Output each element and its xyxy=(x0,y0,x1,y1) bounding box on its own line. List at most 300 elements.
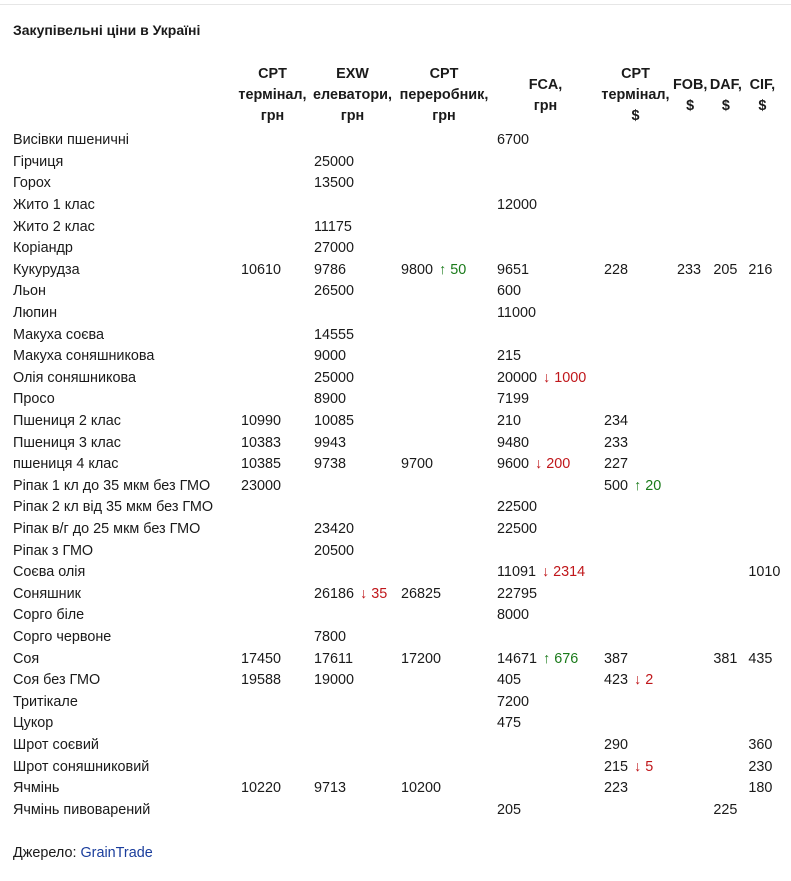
commodity-name: Шрот соєвий xyxy=(13,736,99,753)
price-cell xyxy=(396,497,492,519)
price-cell xyxy=(396,583,492,605)
price-cell xyxy=(599,411,672,433)
commodity-name: Тритікале xyxy=(13,693,78,710)
header-line: CPT xyxy=(258,66,287,82)
header-line: EXW xyxy=(336,66,369,82)
price-cell xyxy=(672,324,708,346)
price-cell xyxy=(396,713,492,735)
price-value: 19588 xyxy=(241,672,282,689)
table-row xyxy=(8,778,781,800)
price-value: 234 xyxy=(604,413,629,430)
price-cell xyxy=(492,260,599,282)
price-cell xyxy=(599,691,672,713)
price-cell xyxy=(599,432,672,454)
price-cell xyxy=(309,735,396,757)
price-cell xyxy=(708,583,743,605)
price-cell xyxy=(672,195,708,217)
price-cell xyxy=(708,778,743,800)
price-cell xyxy=(672,238,708,260)
price-value: 423 xyxy=(604,672,629,689)
price-cell xyxy=(743,411,781,433)
header-line: $ xyxy=(631,108,640,124)
source-label: Джерело: xyxy=(13,845,77,861)
price-cell xyxy=(396,173,492,195)
price-cell xyxy=(672,368,708,390)
price-cell xyxy=(236,281,309,303)
price-cell xyxy=(309,713,396,735)
price-cell xyxy=(492,454,599,476)
table-row xyxy=(8,260,781,282)
price-cell xyxy=(708,648,743,670)
price-cell xyxy=(672,411,708,433)
price-value: 23420 xyxy=(314,520,355,537)
price-cell xyxy=(743,562,781,584)
commodity-name: Жито 2 клас xyxy=(13,218,95,235)
price-cell xyxy=(309,540,396,562)
price-value: 22795 xyxy=(497,585,538,602)
price-value: 12000 xyxy=(497,197,538,214)
price-value: 11175 xyxy=(314,218,352,235)
source-link[interactable]: GrainTrade xyxy=(80,845,153,861)
price-cell xyxy=(672,562,708,584)
price-change-down xyxy=(634,672,653,688)
price-change-value: 20 xyxy=(645,477,662,494)
price-cell xyxy=(743,691,781,713)
price-cell xyxy=(599,238,672,260)
price-cell xyxy=(708,562,743,584)
price-cell xyxy=(309,778,396,800)
price-cell xyxy=(672,260,708,282)
table-row xyxy=(8,454,781,476)
price-value: 215 xyxy=(497,348,522,365)
price-cell xyxy=(672,627,708,649)
price-cell xyxy=(309,346,396,368)
price-cell xyxy=(492,238,599,260)
price-value: 22500 xyxy=(497,499,538,516)
price-cell xyxy=(236,605,309,627)
price-cell xyxy=(236,476,309,498)
price-cell xyxy=(708,130,743,152)
price-value: 10990 xyxy=(241,413,282,430)
header-line: грн xyxy=(432,108,456,124)
commodity-name: Сорго червоне xyxy=(13,628,112,645)
table-row xyxy=(8,540,781,562)
price-value: 7199 xyxy=(497,391,530,408)
price-cell xyxy=(236,303,309,325)
price-value: 17450 xyxy=(241,650,282,667)
price-value: 216 xyxy=(748,261,773,278)
price-cell xyxy=(708,152,743,174)
price-cell xyxy=(236,583,309,605)
commodity-name: Коріандр xyxy=(13,240,73,257)
price-cell xyxy=(396,389,492,411)
price-cell xyxy=(743,648,781,670)
price-cell xyxy=(309,130,396,152)
price-cell xyxy=(492,627,599,649)
price-cell xyxy=(672,497,708,519)
arrow-down-icon: ↓ xyxy=(541,564,550,581)
arrow-up-icon: ↑ xyxy=(634,477,642,494)
prices-table xyxy=(8,64,781,821)
price-cell xyxy=(396,799,492,821)
price-value: 26186 xyxy=(314,585,355,602)
header-line: CPT xyxy=(429,66,459,82)
price-cell xyxy=(309,173,396,195)
price-value: 11000 xyxy=(497,305,536,322)
price-cell xyxy=(743,583,781,605)
price-value: 20500 xyxy=(314,542,355,559)
price-cell xyxy=(743,389,781,411)
price-cell xyxy=(708,497,743,519)
commodity-name: Соєва олія xyxy=(13,564,86,581)
price-cell xyxy=(236,778,309,800)
header-line: грн xyxy=(340,108,365,124)
commodity-name: Ячмінь пивоварений xyxy=(13,801,151,818)
price-change-down xyxy=(634,759,653,775)
price-cell xyxy=(599,583,672,605)
commodity-name: Соняшник xyxy=(13,585,81,602)
price-cell xyxy=(672,799,708,821)
price-cell xyxy=(396,756,492,778)
price-cell xyxy=(743,778,781,800)
price-cell xyxy=(492,281,599,303)
price-cell xyxy=(396,411,492,433)
price-cell xyxy=(599,778,672,800)
price-cell xyxy=(743,303,781,325)
price-cell xyxy=(672,735,708,757)
price-cell xyxy=(492,432,599,454)
price-cell xyxy=(236,454,309,476)
price-value: 233 xyxy=(604,434,629,451)
price-cell xyxy=(672,130,708,152)
price-cell xyxy=(708,260,743,282)
price-cell xyxy=(743,238,781,260)
price-change-up xyxy=(543,651,578,667)
price-change-value: 5 xyxy=(645,758,654,775)
price-change-value: 1000 xyxy=(554,369,587,386)
price-value: 6700 xyxy=(497,132,530,149)
price-cell xyxy=(708,519,743,541)
price-cell xyxy=(672,303,708,325)
price-cell xyxy=(708,281,743,303)
price-cell xyxy=(396,216,492,238)
price-cell xyxy=(672,281,708,303)
price-cell xyxy=(743,368,781,390)
price-value: 9480 xyxy=(497,434,530,451)
commodity-name: Ячмінь xyxy=(13,780,60,797)
price-cell xyxy=(743,152,781,174)
price-cell xyxy=(309,605,396,627)
price-value: 500 xyxy=(604,477,629,494)
arrow-down-icon: ↓ xyxy=(543,369,551,386)
table-row xyxy=(8,152,781,174)
table-row xyxy=(8,756,781,778)
price-cell xyxy=(743,713,781,735)
header-line: DAF, xyxy=(709,76,742,93)
price-change-down xyxy=(360,586,387,602)
price-cell xyxy=(236,540,309,562)
price-cell xyxy=(708,432,743,454)
price-cell xyxy=(396,368,492,390)
price-cell xyxy=(236,216,309,238)
price-cell xyxy=(599,648,672,670)
price-value: 9786 xyxy=(314,261,347,278)
price-cell xyxy=(708,735,743,757)
price-cell xyxy=(743,497,781,519)
header-line: $ xyxy=(686,97,695,114)
price-cell xyxy=(309,799,396,821)
price-cell xyxy=(309,562,396,584)
price-cell xyxy=(236,368,309,390)
price-cell xyxy=(492,303,599,325)
price-cell xyxy=(599,389,672,411)
commodity-name: Кукурудза xyxy=(13,261,80,278)
price-value: 9800 xyxy=(401,261,434,278)
table-row xyxy=(8,281,781,303)
price-value: 10610 xyxy=(241,261,282,278)
price-value: 475 xyxy=(497,715,522,732)
price-cell xyxy=(743,670,781,692)
price-cell xyxy=(492,735,599,757)
price-cell xyxy=(708,454,743,476)
price-value: 10383 xyxy=(241,434,282,451)
price-cell xyxy=(743,346,781,368)
price-cell xyxy=(309,260,396,282)
price-value: 25000 xyxy=(314,153,355,170)
price-cell xyxy=(708,195,743,217)
table-row xyxy=(8,216,781,238)
price-cell xyxy=(708,368,743,390)
commodity-name: Макуха соєва xyxy=(13,326,105,343)
source-line xyxy=(13,845,153,861)
price-value: 13500 xyxy=(314,175,355,192)
price-cell xyxy=(396,303,492,325)
price-value: 228 xyxy=(604,261,629,278)
price-cell xyxy=(492,152,599,174)
price-cell xyxy=(672,648,708,670)
price-cell xyxy=(236,756,309,778)
price-cell xyxy=(672,519,708,541)
price-cell xyxy=(236,648,309,670)
price-cell xyxy=(492,346,599,368)
price-cell xyxy=(599,173,672,195)
commodity-name: Ріпак в/г до 25 мкм без ГМО xyxy=(13,520,201,537)
price-cell xyxy=(599,799,672,821)
price-cell xyxy=(599,260,672,282)
price-cell xyxy=(492,519,599,541)
price-cell xyxy=(236,130,309,152)
price-cell xyxy=(309,303,396,325)
price-cell xyxy=(236,432,309,454)
price-value: 27000 xyxy=(314,240,355,257)
price-cell xyxy=(708,756,743,778)
price-value: 7200 xyxy=(497,693,530,710)
header-cpt-terminal-uah xyxy=(236,64,309,130)
price-cell xyxy=(708,605,743,627)
table-row xyxy=(8,497,781,519)
header-daf-usd xyxy=(708,64,743,130)
price-cell xyxy=(599,368,672,390)
table-row xyxy=(8,368,781,390)
price-value: 223 xyxy=(604,780,629,797)
table-row xyxy=(8,713,781,735)
price-value: 387 xyxy=(604,650,629,667)
price-cell xyxy=(396,281,492,303)
price-cell xyxy=(672,713,708,735)
price-change-up xyxy=(439,262,466,278)
price-cell xyxy=(743,195,781,217)
commodity-name: Горох xyxy=(13,175,51,192)
price-cell xyxy=(492,411,599,433)
header-cpt-processor-uah xyxy=(396,64,492,130)
price-cell xyxy=(396,324,492,346)
price-cell xyxy=(743,540,781,562)
header-line: FOB, xyxy=(673,76,708,93)
price-value: 11091 xyxy=(497,564,536,581)
price-cell xyxy=(708,540,743,562)
table-row xyxy=(8,432,781,454)
price-value: 20000 xyxy=(497,369,538,386)
price-cell xyxy=(599,324,672,346)
price-value: 9000 xyxy=(314,348,347,365)
price-cell xyxy=(743,519,781,541)
price-cell xyxy=(309,195,396,217)
price-cell xyxy=(599,130,672,152)
table-body xyxy=(8,130,781,821)
price-cell xyxy=(396,562,492,584)
price-cell xyxy=(396,238,492,260)
price-cell xyxy=(743,173,781,195)
price-cell xyxy=(309,670,396,692)
header-cif-usd xyxy=(743,64,781,130)
price-value: 205 xyxy=(713,261,738,278)
table-row xyxy=(8,195,781,217)
price-change-down xyxy=(543,370,586,386)
price-cell xyxy=(236,562,309,584)
price-cell xyxy=(708,799,743,821)
price-cell xyxy=(492,691,599,713)
price-cell xyxy=(492,389,599,411)
price-cell xyxy=(599,562,672,584)
price-cell xyxy=(309,152,396,174)
price-cell xyxy=(309,627,396,649)
price-cell xyxy=(236,195,309,217)
table-row xyxy=(8,411,781,433)
price-cell xyxy=(309,519,396,541)
price-value: 19000 xyxy=(314,672,355,689)
price-change-value: 50 xyxy=(450,261,467,278)
commodity-name: Льон xyxy=(13,283,46,300)
price-cell xyxy=(396,670,492,692)
price-cell xyxy=(743,281,781,303)
table-row xyxy=(8,799,781,821)
price-cell xyxy=(672,216,708,238)
table-row xyxy=(8,173,781,195)
price-value: 9600 xyxy=(497,456,530,473)
price-cell xyxy=(236,627,309,649)
commodity-name: Ріпак 1 кл до 35 мкм без ГМО xyxy=(13,477,211,494)
price-value: 17200 xyxy=(401,650,442,667)
table-row xyxy=(8,735,781,757)
commodity-name: Пшениця 2 клас xyxy=(13,413,121,430)
price-value: 9713 xyxy=(314,780,347,797)
price-cell xyxy=(236,152,309,174)
price-cell xyxy=(599,735,672,757)
table-row xyxy=(8,562,781,584)
price-cell xyxy=(743,756,781,778)
price-change-down xyxy=(542,564,585,580)
price-cell xyxy=(599,519,672,541)
header-line: переробник, xyxy=(399,87,489,103)
price-cell xyxy=(309,324,396,346)
price-cell xyxy=(309,238,396,260)
price-cell xyxy=(672,605,708,627)
price-cell xyxy=(396,648,492,670)
arrow-down-icon: ↓ xyxy=(535,456,543,473)
arrow-up-icon: ↑ xyxy=(439,261,447,278)
price-cell xyxy=(236,324,309,346)
header-line: термінал, xyxy=(238,87,307,103)
price-value: 10220 xyxy=(241,780,282,797)
price-cell xyxy=(599,216,672,238)
price-change-down xyxy=(535,456,570,472)
price-value: 17611 xyxy=(314,650,353,667)
header-fca-uah xyxy=(492,64,599,130)
commodity-name: Ріпак з ГМО xyxy=(13,542,94,559)
price-cell xyxy=(599,756,672,778)
price-value: 9738 xyxy=(314,456,347,473)
price-cell xyxy=(236,519,309,541)
price-value: 23000 xyxy=(241,477,282,494)
price-cell xyxy=(492,216,599,238)
header-line: грн xyxy=(533,97,558,114)
price-cell xyxy=(743,432,781,454)
price-cell xyxy=(396,346,492,368)
price-cell xyxy=(396,605,492,627)
price-value: 10085 xyxy=(314,413,355,430)
top-divider xyxy=(0,4,791,5)
price-cell xyxy=(396,519,492,541)
commodity-name: пшениця 4 клас xyxy=(13,456,119,473)
price-value: 225 xyxy=(713,801,738,818)
price-value: 9651 xyxy=(497,261,530,278)
price-value: 8000 xyxy=(497,607,530,624)
commodity-name: Ріпак 2 кл від 35 мкм без ГМО xyxy=(13,499,214,516)
price-cell xyxy=(492,605,599,627)
price-cell xyxy=(492,540,599,562)
table-row xyxy=(8,130,781,152)
price-cell xyxy=(236,670,309,692)
price-cell xyxy=(236,691,309,713)
price-cell xyxy=(672,691,708,713)
price-cell xyxy=(599,670,672,692)
price-cell xyxy=(236,799,309,821)
price-cell xyxy=(309,454,396,476)
price-value: 25000 xyxy=(314,369,355,386)
table-row xyxy=(8,389,781,411)
commodity-name: Висівки пшеничні xyxy=(13,132,129,149)
price-cell xyxy=(396,152,492,174)
price-cell xyxy=(396,454,492,476)
table-row xyxy=(8,346,781,368)
price-cell xyxy=(309,497,396,519)
price-cell xyxy=(309,691,396,713)
price-cell xyxy=(672,540,708,562)
table-row xyxy=(8,583,781,605)
price-cell xyxy=(743,476,781,498)
price-cell xyxy=(599,476,672,498)
price-cell xyxy=(599,605,672,627)
